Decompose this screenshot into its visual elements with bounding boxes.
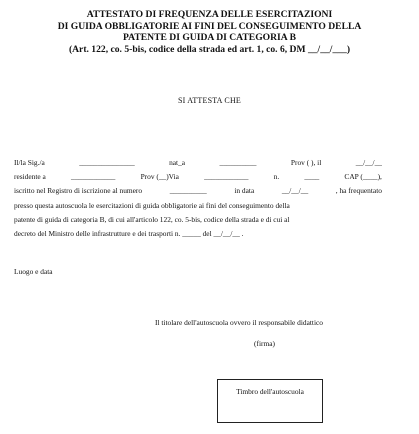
- place-and-date-label: Luogo e data: [14, 267, 53, 276]
- body-line-1-part-5: Prov ( ), il: [290, 158, 322, 167]
- signature-label: (firma): [254, 339, 275, 348]
- body-line-1-part-3: nat_a: [169, 158, 186, 167]
- attestation-body: [14, 156, 382, 241]
- body-line-3-part-3: in data: [234, 186, 255, 196]
- body-line-5: patente di guida di categoria B, di cui all'articolo 122, co. 5-bis, codice della strada e di cui al: [14, 214, 290, 224]
- stamp-box: [217, 379, 323, 423]
- body-line-4: presso questa autoscuola le esercitazioni di guida obbligatorie ai fini del conseguimento della: [14, 200, 290, 210]
- cap-field: CAP (____),: [344, 172, 382, 182]
- body-line-2-part-5: n.: [273, 172, 280, 182]
- birthplace-field: __________: [219, 158, 257, 167]
- body-line-2: [14, 170, 382, 184]
- title-line-1: ATTESTATO DI FREQUENZA DELLE ESERCITAZIONI: [86, 9, 333, 20]
- title-line-3: PATENTE DI GUIDA DI CATEGORIA B: [123, 32, 296, 43]
- body-line-2-part-3: Prov (__)Via: [140, 172, 179, 182]
- body-line-6: decreto del Ministro delle infrastrutture e dei trasporti n. _____ del __/__/__ .: [14, 229, 244, 239]
- body-line-2-part-1: residente a: [14, 172, 46, 182]
- birthdate-field: __/__/__: [355, 158, 382, 167]
- body-line-3: [14, 184, 382, 198]
- registry-date-field: __/__/__: [281, 186, 309, 196]
- title-line-4: (Art. 122, co. 5-bis, codice della strada ed art. 1, co. 6, DM __/__/___): [68, 43, 351, 55]
- street-field: ____________: [204, 172, 249, 182]
- si-attesta-heading: SI ATTESTA CHE: [177, 96, 242, 105]
- signatory-label: Il titolare dell'autoscuola ovvero il responsabile didattico: [155, 318, 323, 327]
- body-line-3-part-1: iscritto nel Registro di iscrizione al numero: [14, 186, 143, 196]
- title-line-2: DI GUIDA OBBLIGATORIE AI FINI DEL CONSEGUIMENTO DELLA: [57, 20, 362, 32]
- house-number-field: ____: [304, 172, 320, 182]
- body-line-1: [14, 156, 382, 170]
- stamp-label: Timbro dell'autoscuola: [236, 387, 304, 396]
- body-line-3-part-5: , ha frequentato: [335, 186, 382, 196]
- body-line-1-part-1: Il/la Sig./a: [14, 158, 45, 167]
- document-title: [20, 9, 399, 55]
- registry-number-field: __________: [169, 186, 207, 196]
- name-field: _______________: [79, 158, 135, 167]
- residence-field: ____________: [71, 172, 116, 182]
